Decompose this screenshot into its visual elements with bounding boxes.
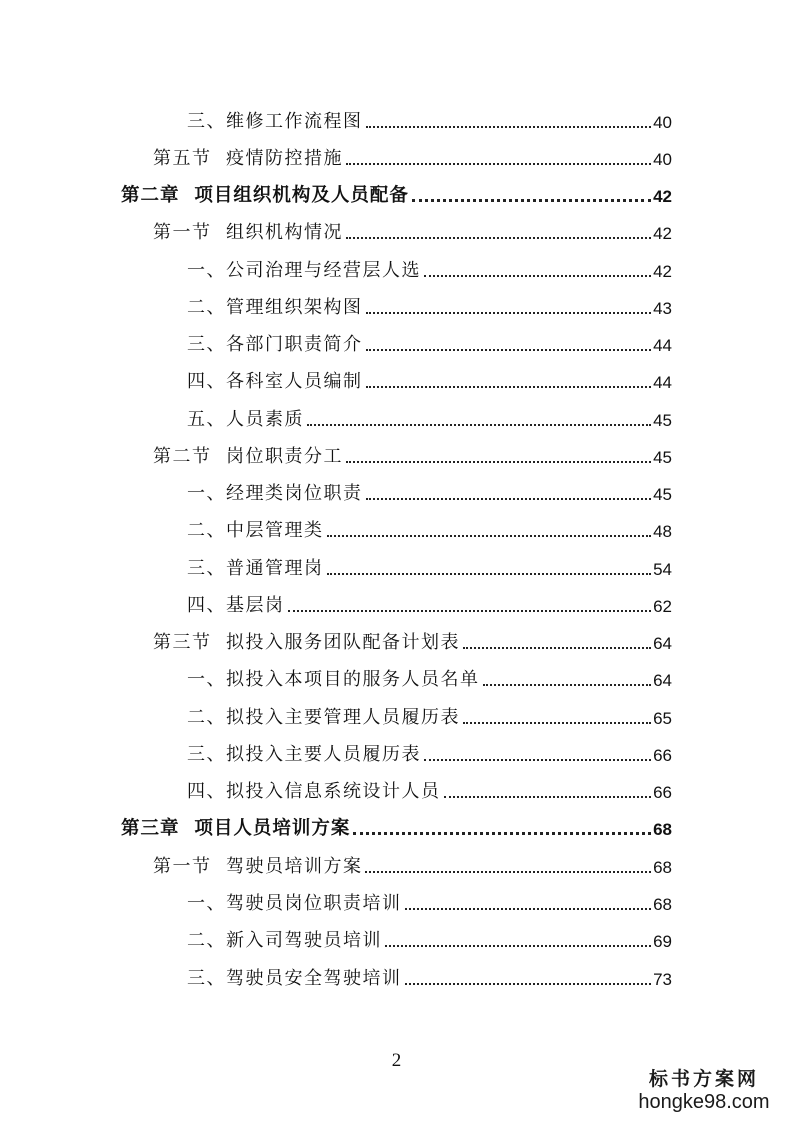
toc-entry[interactable] [187,103,672,133]
toc-entry-title: 三、维修工作流程图 [187,111,363,132]
toc-entry-title: 三、拟投入主要人员履历表 [187,744,421,765]
toc-entry-title: 一、驾驶员岗位职责培训 [187,893,402,914]
toc-entry[interactable] [187,699,672,729]
toc-entry-page: 64 [653,671,672,690]
toc-entry-title: 三、驾驶员安全驾驶培训 [187,968,402,989]
toc-dot-leader [346,163,651,165]
toc-dot-leader [463,647,651,649]
watermark-name: 标书方案网 [648,1068,759,1090]
toc-entry[interactable] [187,587,672,617]
toc-entry-page: 73 [653,970,672,989]
toc-entry[interactable] [153,214,672,244]
toc-dot-leader [307,424,651,426]
toc-dot-leader [366,312,652,314]
toc-entry-title: 四、各科室人员编制 [187,371,363,392]
toc-entry-page: 45 [653,485,672,504]
toc-entry-title: 第二节 岗位职责分工 [153,446,343,467]
toc-entry-title: 四、基层岗 [187,595,285,616]
toc-entry[interactable] [187,401,672,431]
toc-entry-page: 44 [653,336,672,355]
toc-entry[interactable] [187,550,672,580]
toc-entry-title: 三、各部门职责简介 [187,334,363,355]
toc-entry-page: 42 [653,262,672,281]
toc-entry-title: 一、拟投入本项目的服务人员名单 [187,669,480,690]
page-number: 2 [391,1050,402,1071]
watermark [629,1068,779,1114]
toc-entry-page: 68 [653,820,672,839]
toc-entry-page: 42 [653,187,672,206]
toc-entry[interactable] [187,289,672,319]
toc-dot-leader [483,684,652,686]
toc-entry-title: 二、管理组织架构图 [187,297,363,318]
toc-entry-title: 二、拟投入主要管理人员履历表 [187,707,460,728]
toc-dot-leader [424,759,651,761]
toc-entry-page: 68 [653,858,672,877]
toc-entry-page: 66 [653,746,672,765]
toc-entry-page: 45 [653,448,672,467]
toc-entry[interactable] [187,960,672,990]
toc-entry-page: 45 [653,411,672,430]
toc-entry-page: 68 [653,895,672,914]
toc-dot-leader [405,908,652,910]
toc-dot-leader [365,871,651,873]
toc-dot-leader [385,945,651,947]
toc-entry[interactable] [153,848,672,878]
toc-dot-leader [405,983,652,985]
toc-entry-page: 42 [653,224,672,243]
toc-dot-leader [463,722,651,724]
toc-dot-leader [366,386,652,388]
toc-entry[interactable] [187,773,672,803]
toc-entry-page: 66 [653,783,672,802]
toc-entry-page: 54 [653,560,672,579]
toc-entry-page: 40 [653,113,672,132]
toc-dot-leader [327,535,652,537]
toc-entry-title: 一、经理类岗位职责 [187,483,363,504]
toc-dot-leader [288,610,652,612]
toc-dot-leader [424,275,651,277]
toc-entry-page: 48 [653,522,672,541]
toc-entry[interactable] [153,140,672,170]
toc-dot-leader [346,461,651,463]
toc-entry-title: 四、拟投入信息系统设计人员 [187,781,441,802]
watermark-url: hongke98.com [638,1091,770,1113]
toc-entry-page: 62 [653,597,672,616]
toc-entry[interactable] [153,624,672,654]
toc-dot-leader [327,573,652,575]
toc-dot-leader [366,349,652,351]
toc-entry[interactable] [187,661,672,691]
toc-entry[interactable] [153,438,672,468]
toc-entry[interactable] [187,475,672,505]
toc-dot-leader [353,832,651,835]
toc-entry[interactable] [187,512,672,542]
toc-entry-title: 二、新入司驾驶员培训 [187,930,382,951]
toc-entry-page: 43 [653,299,672,318]
toc-entry-title: 二、中层管理类 [187,520,324,541]
toc-dot-leader [346,237,651,239]
toc-dot-leader [366,126,652,128]
toc-entry[interactable] [187,736,672,766]
toc-entry-chapter[interactable] [121,810,672,840]
toc-entry-title: 第三章 项目人员培训方案 [121,818,351,839]
toc-entry-page: 44 [653,373,672,392]
toc-entry-page: 40 [653,150,672,169]
toc-dot-leader [444,796,652,798]
toc-entry-title: 五、人员素质 [187,409,304,430]
toc-entry[interactable] [187,885,672,915]
toc-entry-title: 第一节 组织机构情况 [153,222,343,243]
toc-entry-title: 第一节 驾驶员培训方案 [153,856,363,877]
toc-entry[interactable] [187,326,672,356]
toc-dot-leader [366,498,652,500]
toc-entry-chapter[interactable] [121,177,672,207]
toc-entry-title: 第二章 项目组织机构及人员配备 [121,185,409,206]
toc-entry[interactable] [187,922,672,952]
toc-dot-leader [412,199,651,202]
toc-entry-title: 一、公司治理与经营层人选 [187,260,421,281]
toc-entry-title: 第三节 拟投入服务团队配备计划表 [153,632,460,653]
toc-entry[interactable] [187,252,672,282]
toc-entry-page: 69 [653,932,672,951]
toc-entry[interactable] [187,363,672,393]
toc-entry-page: 65 [653,709,672,728]
toc-entry-title: 第五节 疫情防控措施 [153,148,343,169]
toc-entry-page: 64 [653,634,672,653]
toc-entry-title: 三、普通管理岗 [187,558,324,579]
